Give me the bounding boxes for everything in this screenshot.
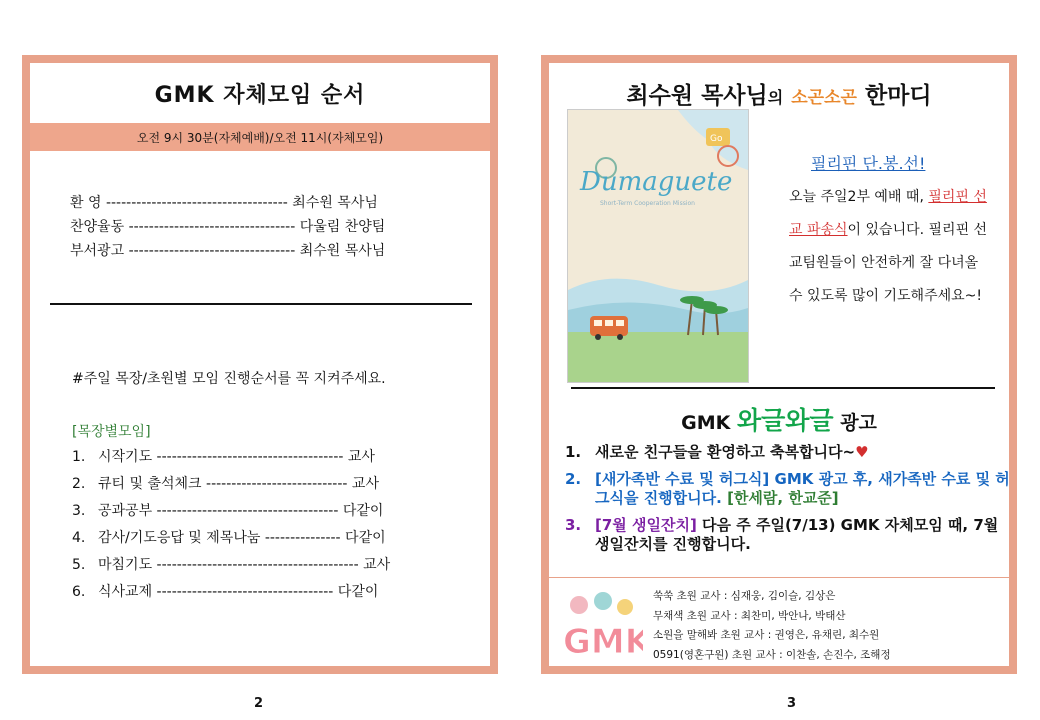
page-title: GMK 자체모임 순서 (154, 82, 366, 108)
svg-text:Go: Go (710, 134, 723, 144)
svg-text:Dumaguete: Dumaguete (580, 167, 733, 197)
announcement-list (565, 443, 1010, 562)
program-item: 부서광고 --------------------------------- 최수원 목사님 (70, 243, 386, 259)
svg-text:Short-Term Cooperation Mission: Short-Term Cooperation Mission (600, 200, 695, 207)
step-item: 6. 식사교제 ----------------------------------- 다같이 (72, 584, 379, 600)
divider (50, 303, 472, 305)
teacher-line: 소원을 말해봐 초원 교사 : 권영은, 유채린, 최수원 (653, 629, 880, 641)
page-number: 3 (787, 696, 797, 711)
mission-paragraph: 오늘 주일2부 예배 때, 필리핀 선교 파송식이 있습니다. 필리핀 선교팀원들이 안전하게 잘 다녀올 수 있도록 많이 기도해주세요~! (789, 189, 988, 304)
meeting-note: #주일 목장/초원별 모임 진행순서를 꼭 지켜주세요. (72, 371, 386, 387)
teacher-line: 0591(영혼구원) 초원 교사 : 이찬솔, 손진수, 조해정 (653, 648, 891, 661)
step-item: 3. 공과공부 ------------------------------------ 다같이 (72, 503, 384, 519)
mission-poster-image (567, 109, 749, 383)
announcement-item: 1. 새로운 친구들을 환영하고 축복합니다~♥ (565, 443, 869, 461)
svg-text:GMK: GMK (563, 622, 643, 662)
bulletin-page-2 (22, 55, 498, 674)
program-item: 찬양율동 --------------------------------- 다울림 찬양팀 (70, 219, 386, 235)
teacher-line: 무채색 초원 교사 : 최찬미, 박안나, 박태산 (653, 609, 846, 622)
divider (549, 577, 1009, 578)
teacher-line: 쑥쑥 초원 교사 : 심재웅, 김이슬, 김상은 (653, 590, 836, 602)
page-number: 2 (254, 696, 264, 711)
announcement-item: 2. [새가족반 수료 및 허그식] GMK 광고 후, 새가족반 수료 및 허그식을 진행합니다. [한세람, 한교준] (565, 470, 1010, 507)
announcement-item: 3. [7월 생일잔치] 다음 주 주일(7/13) GMK 자체모임 때, 7월 생일잔치를 진행합니다. (565, 516, 999, 553)
divider (571, 387, 995, 389)
announcements-title: GMK 와글와글 광고 (681, 406, 877, 435)
gmk-logo (559, 587, 643, 667)
group-title: [목장별모임] (72, 424, 151, 440)
step-item: 4. 감사/기도응답 및 제목나눔 --------------- 다같이 (72, 530, 386, 546)
page-title: 최수원 목사님의 소곤소곤 한마디 (626, 83, 932, 109)
mission-headline: 필리핀 단.봉.선! (811, 154, 926, 173)
program-item: 환 영 ------------------------------------ 최수원 목사님 (70, 195, 378, 211)
heart-icon: ♥ (855, 443, 869, 461)
teacher-list (653, 587, 891, 665)
step-item: 1. 시작기도 ------------------------------------- 교사 (72, 449, 375, 465)
time-band: 오전 9시 30분(자체예배)/오전 11시(자체모임) (30, 123, 490, 151)
meeting-steps (72, 444, 390, 606)
step-item: 2. 큐티 및 출석체크 ---------------------------- 교사 (72, 476, 379, 492)
step-item: 5. 마침기도 ---------------------------------------- 교사 (72, 557, 391, 573)
bulletin-page-3 (541, 55, 1017, 674)
